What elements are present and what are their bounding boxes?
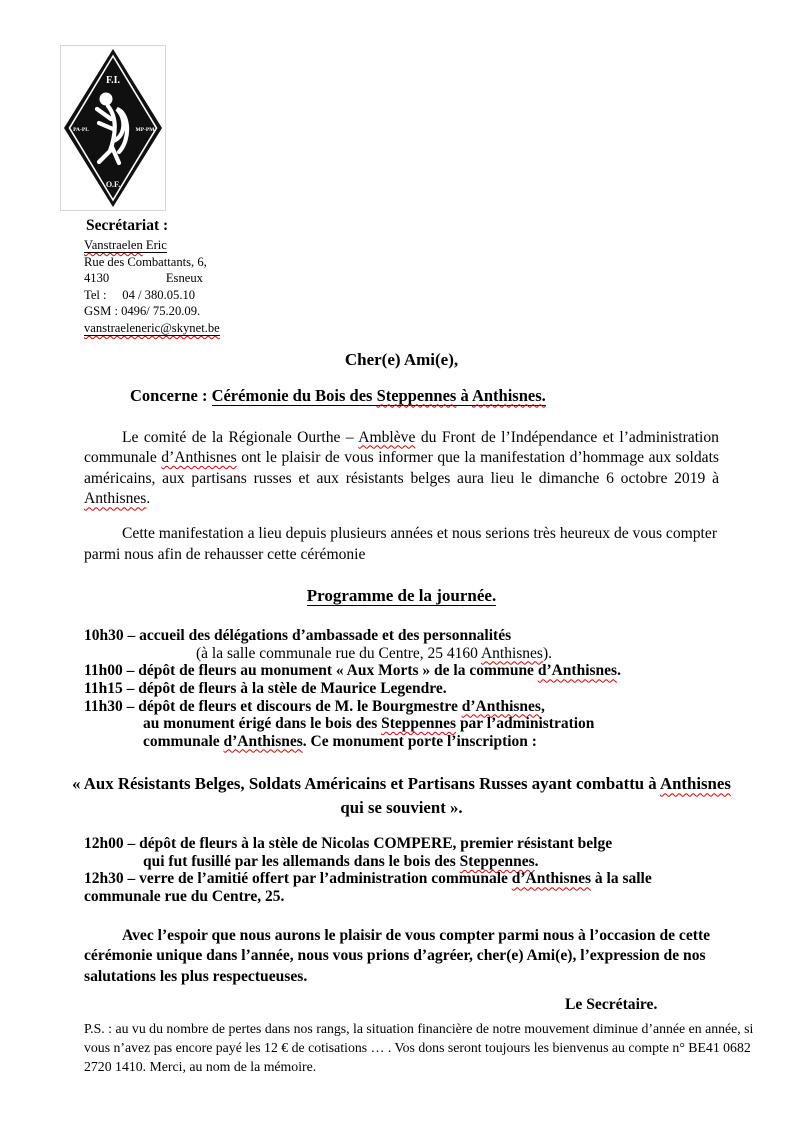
spellcheck-marked-text: Amblève — [358, 428, 416, 446]
spellcheck-marked-text: d’Anthisnes — [161, 449, 237, 467]
text-segment: . Ce monument porte l’inscription : — [302, 732, 537, 750]
contact-block — [84, 237, 803, 337]
logo-letter-left: PA-PL — [73, 127, 89, 133]
text-segment: . — [534, 852, 539, 870]
text-segment: Concerne : — [130, 385, 212, 405]
program-line-1115 — [84, 680, 743, 698]
spellcheck-marked-text: Anthisnes. — [471, 385, 546, 405]
fi-logo — [60, 45, 166, 211]
contact-email-link[interactable] — [84, 320, 803, 337]
signature: Le Secrétaire. — [565, 996, 658, 1014]
program-line-1130-cont1 — [143, 715, 743, 733]
secretariat-heading: Secrétariat : — [86, 217, 169, 234]
spellcheck-marked-text: Steppennes — [376, 385, 457, 405]
spellcheck-marked-text: vanstraeleneric@skynet.be — [84, 320, 220, 335]
program-line-1230 — [84, 870, 743, 888]
program-title — [0, 585, 803, 607]
text-segment: 12h00 – dépôt de fleurs à la stèle de Nicolas COMPERE, premier résistant belge — [84, 835, 613, 853]
program-line-1030 — [84, 627, 743, 645]
text-segment: qui se souvient ». — [340, 797, 463, 817]
spellcheck-marked-text: Vanstraelen — [84, 238, 143, 252]
text-segment: au monument érigé dans le bois des — [143, 715, 382, 733]
contact-city: 4130 Esneux — [84, 271, 203, 286]
logo-letter-top: F.I. — [105, 75, 121, 86]
text-segment: Eric — [142, 238, 167, 252]
spellcheck-marked-text: Anthisnes — [84, 490, 147, 508]
spellcheck-marked-text: d’Anthisnes — [511, 870, 592, 888]
body-paragraph-1 — [84, 428, 719, 510]
program-line-1100 — [84, 662, 743, 680]
contact-tel: Tel : 04 / 380.05.10 — [84, 287, 196, 302]
text-segment: communale — [143, 732, 224, 750]
postscript: P.S. : au vu du nombre de pertes dans nos rangs, la situation financière de notre mouvement diminue d’année en année, si vous n’avez pas encore payé les 12 € de cotisations … . Vos dons seront toujours les bienvenus au compte n° BE41 0682 2720 1410. Merci, au nom de la mémoire. — [84, 1021, 754, 1075]
text-segment: (à la salle communale rue du Centre, 25 4160 — [196, 644, 481, 662]
spellcheck-marked-text: Steppennes — [381, 715, 457, 733]
text-segment: 11h15 – dépôt de fleurs à la stèle de Maurice Legendre. — [84, 679, 447, 697]
text-segment: qui fut fusillé par les allemands dans le bois des — [143, 852, 460, 870]
program-line-venue — [196, 645, 743, 663]
text-segment: ont le plaisir de vous informer que la manifestation d’hommage aux soldats américains, aux partisans russes et aux résistants belges aura lieu le dimanche 6 octobre 2019 à — [84, 449, 719, 487]
text-segment: Cérémonie du Bois des — [211, 385, 377, 405]
body-paragraph-2: Cette manifestation a lieu depuis plusieurs années et nous serions très heureux de vous compter parmi nous afin de rehausser cette cérémonie — [84, 524, 718, 563]
closing-paragraph: Avec l’espoir que nous aurons le plaisir de vous compter parmi nous à l’occasion de cette cérémonie unique dans l’année, nous vous prions d’agréer, cher(e) Ami(e), l’expression de nos salutations les plus respectueuses. — [84, 926, 711, 985]
spellcheck-marked-text: d’Anthisnes — [223, 732, 303, 750]
contact-gsm: GSM : 0496/ 75.20.09. — [84, 304, 201, 319]
inscription-quote — [60, 772, 743, 819]
text-segment: communale rue du Centre, 25. — [84, 888, 285, 906]
text-segment: . — [617, 662, 621, 680]
text-segment: par l’administration — [456, 715, 595, 733]
text-segment: . — [146, 490, 151, 508]
subject-line — [130, 385, 803, 406]
text-segment: à la salle — [591, 870, 652, 888]
text-segment: à — [456, 385, 472, 405]
text-segment: 11h00 – dépôt de fleurs au monument « Aux Morts » de la commune — [84, 662, 538, 680]
text-segment: Le comité de la Régionale Ourthe – — [122, 428, 359, 446]
program-list-morning — [84, 627, 743, 750]
text-segment: 11h30 – dépôt de fleurs et discours de M. le Bourgmestre — [84, 697, 462, 715]
text-segment: du Front de l’Indépendance et l’administration communale — [84, 428, 719, 467]
text-segment: 12h30 – verre de l’amitié offert par l’administration communale — [84, 870, 512, 888]
salutation: Cher(e) Ami(e), — [344, 349, 459, 369]
spellcheck-marked-text: Steppennes — [459, 852, 535, 870]
program-line-1200-cont — [143, 853, 743, 871]
program-title-text: Programme de la journée. — [306, 586, 497, 606]
text-segment: , — [540, 697, 545, 715]
text-segment: ). — [542, 644, 552, 662]
text-segment: 10h30 – accueil des délégations d’ambassade et des personnalités — [84, 627, 512, 645]
spellcheck-marked-text: Anthisnes — [659, 774, 731, 794]
spellcheck-marked-text: d’Anthisnes — [537, 662, 618, 680]
program-line-1230-cont — [84, 888, 743, 906]
contact-name — [84, 237, 803, 254]
program-line-1200 — [84, 835, 743, 853]
spellcheck-marked-text: d’Anthisnes — [461, 697, 541, 715]
contact-address: Rue des Combattants, 6, — [84, 254, 207, 269]
program-line-1130-cont2 — [143, 733, 743, 751]
spellcheck-marked-text: Anthisnes — [480, 644, 543, 662]
program-list-noon — [84, 835, 743, 905]
fi-logo-svg — [61, 46, 165, 210]
logo-letter-bottom: O.F. — [105, 180, 121, 189]
program-line-1130 — [84, 698, 743, 716]
text-segment: « Aux Résistants Belges, Soldats Américains et Partisans Russes ayant combattu à — [72, 774, 660, 794]
logo-letter-right: MP-PM — [135, 127, 155, 133]
